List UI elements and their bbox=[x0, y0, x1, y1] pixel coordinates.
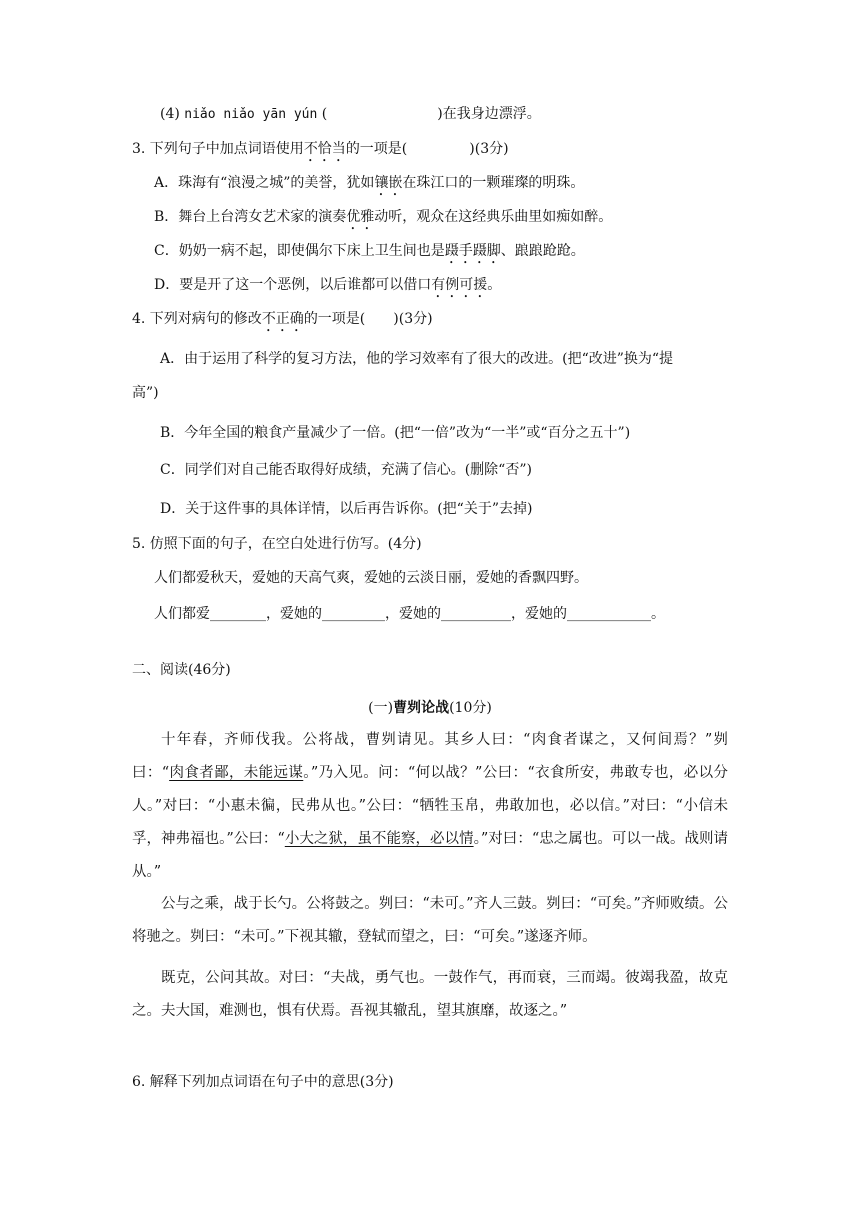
passage-paragraph-1: 十年春，齐师伐我。公将战，曹刿请见。其乡人曰：“肉食者谋之，又何间焉？”刿曰：“肉食者鄙，未能远谋。”乃入见。问：“何以战？”公曰：“衣食所安，弗敢专也，必以分人。”对曰：“小惠未徧，民弗从也。”公曰：“牺牲玉帛，弗敢加也，必以信。”对曰：“小信未孚，神弗福也。”公曰：“小大之狱，虽不能察，必以情。”对曰：“忠之属也。可以一战。战则请从。” bbox=[132, 732, 729, 880]
section-heading-reading: 二、阅读(46分) bbox=[132, 662, 231, 678]
passage-paragraph-2: 公与之乘，战于长勺。公将鼓之。刿曰：“未可。”齐人三鼓。刿曰：“可矣。”齐师败绩。公将驰之。刿曰：“未可。”下视其辙，登轼而望之，曰：“可矣。”遂逐齐师。 bbox=[132, 896, 728, 945]
underlined-sentence: 小大之狱，虽不能察，必以情 bbox=[284, 831, 474, 847]
question-4-pinyin-item: (4) niǎo niǎo yān yún ( )在我身边漂浮。 bbox=[160, 106, 541, 122]
pinyin-text: niǎo niǎo yān yún bbox=[184, 107, 318, 122]
emphasis-dotted-text: 镶嵌 bbox=[374, 175, 403, 191]
passage-title: (一)曹刿论战(10分) bbox=[368, 700, 492, 716]
q4-option-c: C．同学们对自己能否取得好成绩，充满了信心。(删除“否”) bbox=[160, 462, 532, 478]
question-3-stem: 3. 下列句子中加点词语使用不恰当的一项是( )(3分) bbox=[132, 141, 509, 157]
answer-blank[interactable]: _________ bbox=[322, 606, 385, 622]
question-6-stem: 6. 解释下列加点词语在句子中的意思(3分) bbox=[132, 1074, 394, 1090]
question-4-stem: 4. 下列对病句的修改不正确的一项是( )(3分) bbox=[132, 311, 433, 327]
q4-option-a-line1: A．由于运用了科学的复习方法，他的学习效率有了很大的改进。(把“改进”换为“提 bbox=[160, 351, 674, 367]
emphasis-dotted-text: 有例可援 bbox=[431, 277, 488, 293]
q4-option-d: D．关于这件事的具体详情，以后再告诉你。(把“关于”去掉) bbox=[160, 501, 533, 517]
underlined-sentence: 肉食者鄙，未能远谋 bbox=[169, 765, 304, 781]
emphasis-dotted-text: 优雅 bbox=[346, 209, 375, 225]
answer-blank[interactable]: ____________ bbox=[567, 606, 651, 622]
emphasis-dotted-text: 蹑手蹑脚 bbox=[444, 243, 501, 259]
answer-blank[interactable]: ________ bbox=[210, 606, 266, 622]
emphasis-dotted-text: 不正确 bbox=[261, 311, 304, 327]
answer-blank[interactable]: __________ bbox=[441, 606, 511, 622]
emphasis-dotted-text: 不恰当 bbox=[303, 141, 346, 157]
question-5-stem: 5. 仿照下面的句子，在空白处进行仿写。(4分) bbox=[132, 536, 422, 552]
q3-option-b: B．舞台上台湾女艺术家的演奏优雅动听，观众在这经典乐曲里如痴如醉。 bbox=[154, 209, 613, 225]
q3-option-d: D．要是开了这一个恶例，以后谁都可以借口有例可援。 bbox=[154, 277, 502, 293]
q3-option-c: C．奶奶一病不起，即使偶尔下床上卫生间也是蹑手蹑脚、踉踉跄跄。 bbox=[154, 243, 585, 259]
q3-option-a: A．珠海有“浪漫之城”的美誉，犹如镶嵌在珠江口的一颗璀璨的明珠。 bbox=[154, 175, 585, 191]
passage-paragraph-3: 既克，公问其故。对曰：“夫战，勇气也。一鼓作气，再而衰，三而竭。彼竭我盈，故克之。夫大国，难测也，惧有伏焉。吾视其辙乱，望其旗靡，故逐之。” bbox=[132, 970, 728, 1019]
q4-option-b: B．今年全国的粮食产量减少了一倍。(把“一倍”改为“一半”或“百分之五十”) bbox=[160, 425, 631, 441]
q5-example-sentence: 人们都爱秋天，爱她的天高气爽，爱她的云淡日丽，爱她的香飘四野。 bbox=[154, 570, 588, 586]
q4-option-a-line2: 高”) bbox=[132, 385, 159, 401]
q5-fill-line: 人们都爱________，爱她的_________，爱她的__________，爱她的____________。 bbox=[154, 606, 665, 622]
